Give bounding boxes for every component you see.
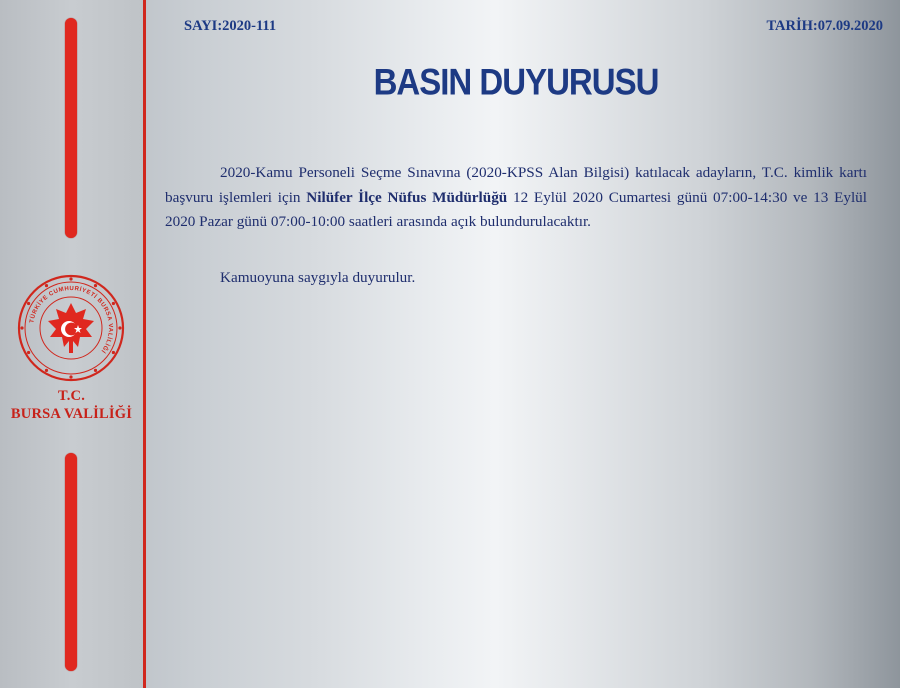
closing-line: Kamuoyuna saygıyla duyurulur. bbox=[220, 269, 416, 286]
body-text-part1: 2020-Kamu Personeli Seçme Sınavına (2020-KPSS Alan Bilgisi) katılacak adayların, T.C. kimlik kartı başvuru işlemleri için bbox=[165, 164, 867, 206]
seal-ring-text: TÜRKİYE CUMHURİYETİ BURSA VALİLİĞİ bbox=[29, 285, 114, 354]
document-number: SAYI:2020-111 bbox=[184, 18, 277, 34]
directorate-name: Nilüfer İlçe Nüfus Müdürlüğü bbox=[306, 188, 508, 206]
page-title: BASIN DUYURUSU bbox=[373, 61, 659, 103]
body-text-part2: 12 Eylül 2020 Cumartesi günü 07:00-14:30 ve 13 Eylül 2020 Pazar günü 07:00-10:00 saatleri arasında açık bulundurulacaktır. bbox=[165, 188, 867, 230]
bursa-governorship-seal-icon bbox=[16, 273, 126, 383]
bottom-red-bar bbox=[65, 453, 77, 671]
top-red-bar bbox=[65, 18, 77, 238]
document-date: TARİH:07.09.2020 bbox=[766, 18, 883, 34]
governorship-line1: T.C. bbox=[57, 388, 86, 404]
announcement-body bbox=[165, 161, 867, 235]
sidebar bbox=[0, 0, 143, 688]
governorship-line2: BURSA VALİLİĞİ bbox=[10, 406, 133, 422]
